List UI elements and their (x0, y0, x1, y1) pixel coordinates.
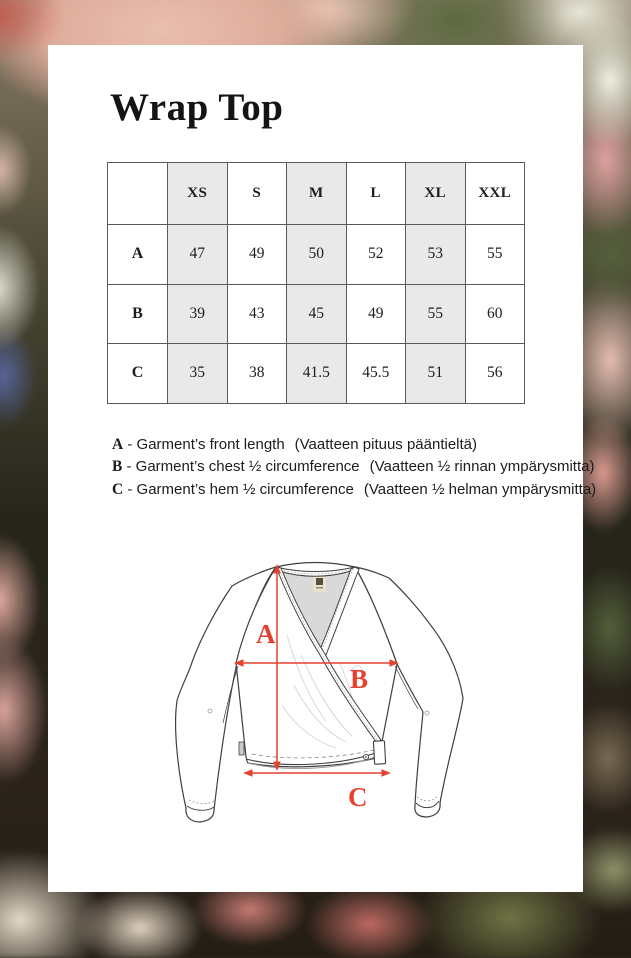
size-row-label: A (108, 225, 168, 285)
size-row-label: C (108, 344, 168, 404)
size-column-header: XL (406, 163, 466, 225)
size-table-head-row (108, 163, 525, 225)
size-value-cell: 38 (227, 344, 287, 404)
legend-item (112, 434, 596, 456)
legend-text-en: - Garment’s hem ½ circumference (123, 480, 354, 498)
size-value-cell: 35 (168, 344, 228, 404)
content-card (48, 45, 597, 892)
size-value-cell: 47 (168, 225, 228, 285)
size-value-cell: 55 (406, 284, 466, 344)
measure-label-c: C (348, 782, 368, 812)
measure-arrow-c (243, 769, 391, 777)
size-value-cell: 49 (346, 284, 406, 344)
wrap-placket (373, 741, 385, 765)
size-column-header: L (346, 163, 406, 225)
size-column-header: XS (168, 163, 228, 225)
size-value-cell: 52 (346, 225, 406, 285)
legend-text-fi: (Vaatteen ½ rinnan ympärysmitta) (369, 458, 595, 476)
size-value-cell: 55 (465, 225, 525, 285)
size-table-row (108, 284, 525, 344)
legend-text-en: - Garment’s front length (123, 436, 285, 453)
side-tag (239, 742, 244, 755)
size-table-row (108, 344, 525, 404)
legend-item (112, 456, 596, 478)
size-column-header: XXL (465, 163, 525, 225)
size-table-body (108, 225, 525, 404)
size-value-cell: 50 (287, 225, 347, 285)
legend-key: A (112, 436, 124, 453)
legend-text-fi: (Vaatteen pituus pääntieltä) (294, 436, 478, 453)
hem-button (363, 754, 368, 759)
legend-text-en: - Garment’s chest ½ circumference (122, 458, 360, 476)
size-table (107, 162, 525, 404)
size-value-cell: 39 (168, 284, 228, 344)
size-value-cell: 45 (287, 284, 347, 344)
size-value-cell: 49 (227, 225, 287, 285)
size-value-cell: 43 (227, 284, 287, 344)
measure-label-b: B (350, 664, 369, 694)
page-title: Wrap Top (110, 86, 284, 129)
size-value-cell: 45.5 (346, 344, 406, 404)
legend-key: C (112, 480, 124, 498)
size-value-cell: 51 (406, 344, 466, 404)
corner-cell (108, 163, 168, 225)
size-value-cell: 53 (406, 225, 466, 285)
size-column-header: S (227, 163, 287, 225)
size-legend (112, 434, 596, 501)
cuff-stitching (189, 795, 438, 804)
size-table-row (108, 225, 525, 285)
size-value-cell: 60 (465, 284, 525, 344)
size-value-cell: 41.5 (287, 344, 347, 404)
legend-text-fi: (Vaatteen ½ helman ympärysmitta) (363, 480, 597, 498)
legend-item (112, 479, 596, 501)
size-row-label: B (108, 284, 168, 344)
legend-key: B (112, 458, 123, 476)
size-column-header: M (287, 163, 347, 225)
measure-label-a: A (256, 619, 276, 649)
size-value-cell: 56 (465, 344, 525, 404)
garment-diagram (170, 545, 470, 845)
